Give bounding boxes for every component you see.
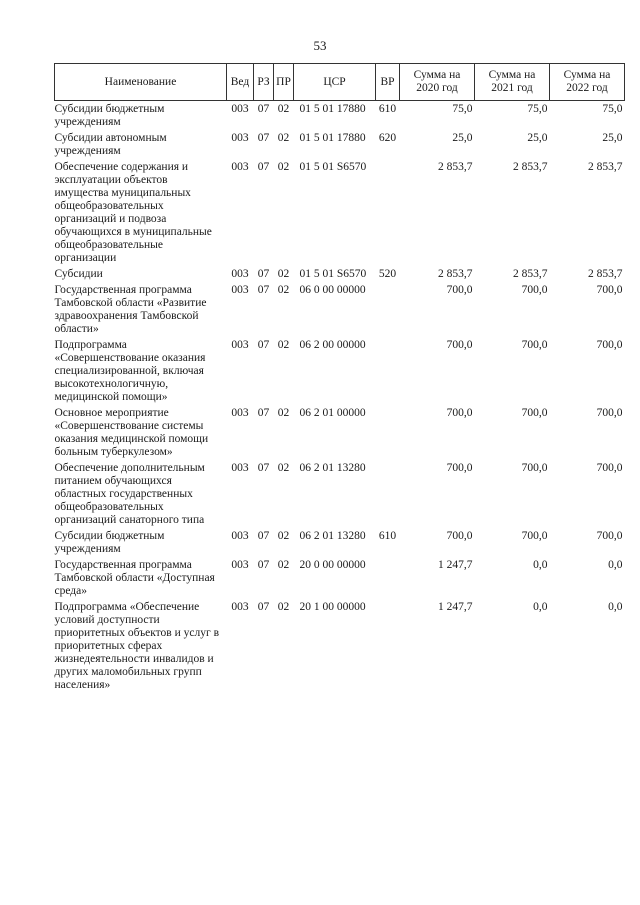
cell-sum-2020: 700,0 <box>446 339 473 351</box>
cell-rz: 07 <box>257 132 270 144</box>
header-name: Наименование <box>55 64 227 101</box>
cell-rz: 07 <box>257 161 270 173</box>
header-sum-2022: Сумма на 2022 год <box>550 64 625 101</box>
cell-vr <box>376 599 400 693</box>
cell-pr: 02 <box>277 530 290 542</box>
cell-sum-2021: 700,0 <box>521 407 548 419</box>
cell-sum-2022: 700,0 <box>596 339 623 351</box>
cell-pr: 02 <box>277 161 290 173</box>
cell-sum-2021: 25,0 <box>527 132 548 144</box>
cell-ved: 003 <box>231 559 249 571</box>
header-ved: Вед <box>227 64 254 101</box>
cell-vr: 520 <box>378 268 397 280</box>
cell-sum-2020: 700,0 <box>446 462 473 474</box>
header-pr: ПР <box>274 64 294 101</box>
cell-rz: 07 <box>257 103 270 115</box>
cell-name: Государственная программа Тамбовской области «Развитие здравоохранения Тамбовской области» <box>54 284 207 335</box>
cell-rz: 07 <box>257 407 270 419</box>
cell-ved: 003 <box>231 161 249 173</box>
cell-rz: 07 <box>257 559 270 571</box>
cell-csr: 01 5 01 S6570 <box>299 268 367 280</box>
cell-name: Подпрограмма «Совершенствование оказания специализированной, включая высокотехнологичную, медицинской помощи» <box>54 339 206 403</box>
cell-vr <box>376 405 400 460</box>
cell-pr: 02 <box>277 339 290 351</box>
cell-pr: 02 <box>277 268 290 280</box>
cell-vr <box>376 557 400 599</box>
table-row <box>55 130 625 159</box>
cell-rz: 07 <box>257 601 270 613</box>
table-row <box>55 599 625 693</box>
cell-pr: 02 <box>277 559 290 571</box>
cell-sum-2022: 700,0 <box>596 407 623 419</box>
cell-ved: 003 <box>231 530 249 542</box>
table-row <box>55 460 625 528</box>
cell-rz: 07 <box>257 284 270 296</box>
cell-csr: 06 2 01 00000 <box>299 407 366 419</box>
cell-sum-2020: 1 247,7 <box>438 601 473 613</box>
cell-pr: 02 <box>277 284 290 296</box>
cell-sum-2022: 700,0 <box>596 284 623 296</box>
cell-name: Субсидии бюджетным учреждениям <box>54 530 165 555</box>
cell-pr: 02 <box>277 601 290 613</box>
cell-sum-2022: 2 853,7 <box>588 268 623 280</box>
cell-pr: 02 <box>277 407 290 419</box>
cell-rz: 07 <box>257 462 270 474</box>
cell-pr: 02 <box>277 103 290 115</box>
cell-vr: 610 <box>378 530 397 542</box>
cell-ved: 003 <box>231 407 249 419</box>
cell-sum-2022: 75,0 <box>602 103 623 115</box>
cell-rz: 07 <box>257 530 270 542</box>
cell-sum-2021: 0,0 <box>533 601 548 613</box>
header-vr: ВР <box>376 64 400 101</box>
cell-ved: 003 <box>231 103 249 115</box>
cell-sum-2020: 700,0 <box>446 284 473 296</box>
cell-sum-2020: 25,0 <box>452 132 473 144</box>
table-row <box>55 101 625 131</box>
cell-sum-2020: 1 247,7 <box>438 559 473 571</box>
cell-sum-2022: 700,0 <box>596 530 623 542</box>
cell-ved: 003 <box>231 132 249 144</box>
cell-ved: 003 <box>231 268 249 280</box>
table-header-row <box>55 64 625 101</box>
cell-sum-2021: 700,0 <box>521 530 548 542</box>
cell-vr <box>376 159 400 266</box>
cell-name: Подпрограмма «Обеспечение условий доступности приоритетных объектов и услуг в приоритетных сферах жизнедеятельности инвалидов и других маломобильных групп населения» <box>54 601 219 691</box>
cell-rz: 07 <box>257 268 270 280</box>
cell-ved: 003 <box>231 284 249 296</box>
cell-csr: 01 5 01 S6570 <box>299 161 367 173</box>
cell-csr: 06 2 01 13280 <box>299 462 366 474</box>
cell-sum-2022: 2 853,7 <box>588 161 623 173</box>
cell-name: Субсидии бюджетным учреждениям <box>54 103 165 128</box>
cell-sum-2021: 700,0 <box>521 284 548 296</box>
cell-sum-2021: 0,0 <box>533 559 548 571</box>
cell-ved: 003 <box>231 462 249 474</box>
cell-name: Основное мероприятие «Совершенствование системы оказания медицинской помощи больным туберкулезом» <box>54 407 209 458</box>
cell-name: Обеспечение содержания и эксплуатации объектов имущества муниципальных общеобразовательных организаций и подвоза обучающихся в муниципальные общеобразовательные организации <box>54 161 212 264</box>
cell-pr: 02 <box>277 132 290 144</box>
cell-sum-2021: 2 853,7 <box>513 268 548 280</box>
cell-sum-2020: 2 853,7 <box>438 161 473 173</box>
cell-csr: 06 0 00 00000 <box>299 284 366 296</box>
cell-sum-2021: 700,0 <box>521 339 548 351</box>
cell-csr: 06 2 01 13280 <box>299 530 366 542</box>
cell-sum-2021: 75,0 <box>527 103 548 115</box>
cell-name: Государственная программа Тамбовской области «Доступная среда» <box>54 559 215 597</box>
cell-csr: 01 5 01 17880 <box>299 132 366 144</box>
cell-sum-2020: 700,0 <box>446 530 473 542</box>
cell-vr: 610 <box>378 103 397 115</box>
table-row <box>55 337 625 405</box>
cell-vr <box>376 460 400 528</box>
cell-vr <box>376 337 400 405</box>
cell-sum-2021: 2 853,7 <box>513 161 548 173</box>
cell-ved: 003 <box>231 601 249 613</box>
cell-vr <box>376 282 400 337</box>
table-body <box>55 101 625 694</box>
cell-csr: 20 1 00 00000 <box>299 601 366 613</box>
cell-csr: 20 0 00 00000 <box>299 559 366 571</box>
table-row <box>55 266 625 282</box>
cell-sum-2022: 700,0 <box>596 462 623 474</box>
header-csr: ЦСР <box>294 64 376 101</box>
cell-sum-2022: 0,0 <box>608 559 623 571</box>
cell-pr: 02 <box>277 462 290 474</box>
cell-name: Субсидии <box>54 268 103 280</box>
table-row <box>55 282 625 337</box>
table-row <box>55 159 625 266</box>
cell-sum-2020: 2 853,7 <box>438 268 473 280</box>
cell-csr: 01 5 01 17880 <box>299 103 366 115</box>
cell-name: Обеспечение дополнительным питанием обучающихся областных государственных общеобразовательных организаций санаторного типа <box>54 462 205 526</box>
cell-name: Субсидии автономным учреждениям <box>54 132 167 157</box>
cell-sum-2020: 700,0 <box>446 407 473 419</box>
cell-sum-2020: 75,0 <box>452 103 473 115</box>
cell-ved: 003 <box>231 339 249 351</box>
cell-sum-2022: 0,0 <box>608 601 623 613</box>
cell-sum-2021: 700,0 <box>521 462 548 474</box>
header-rz: РЗ <box>254 64 274 101</box>
page-number: 53 <box>313 38 327 53</box>
cell-rz: 07 <box>257 339 270 351</box>
table-row <box>55 528 625 557</box>
header-sum-2021: Сумма на 2021 год <box>475 64 550 101</box>
table-row <box>55 557 625 599</box>
cell-csr: 06 2 00 00000 <box>299 339 366 351</box>
budget-table <box>54 63 625 693</box>
cell-sum-2022: 25,0 <box>602 132 623 144</box>
table-row <box>55 405 625 460</box>
cell-vr: 620 <box>378 132 397 144</box>
header-sum-2020: Сумма на 2020 год <box>400 64 475 101</box>
